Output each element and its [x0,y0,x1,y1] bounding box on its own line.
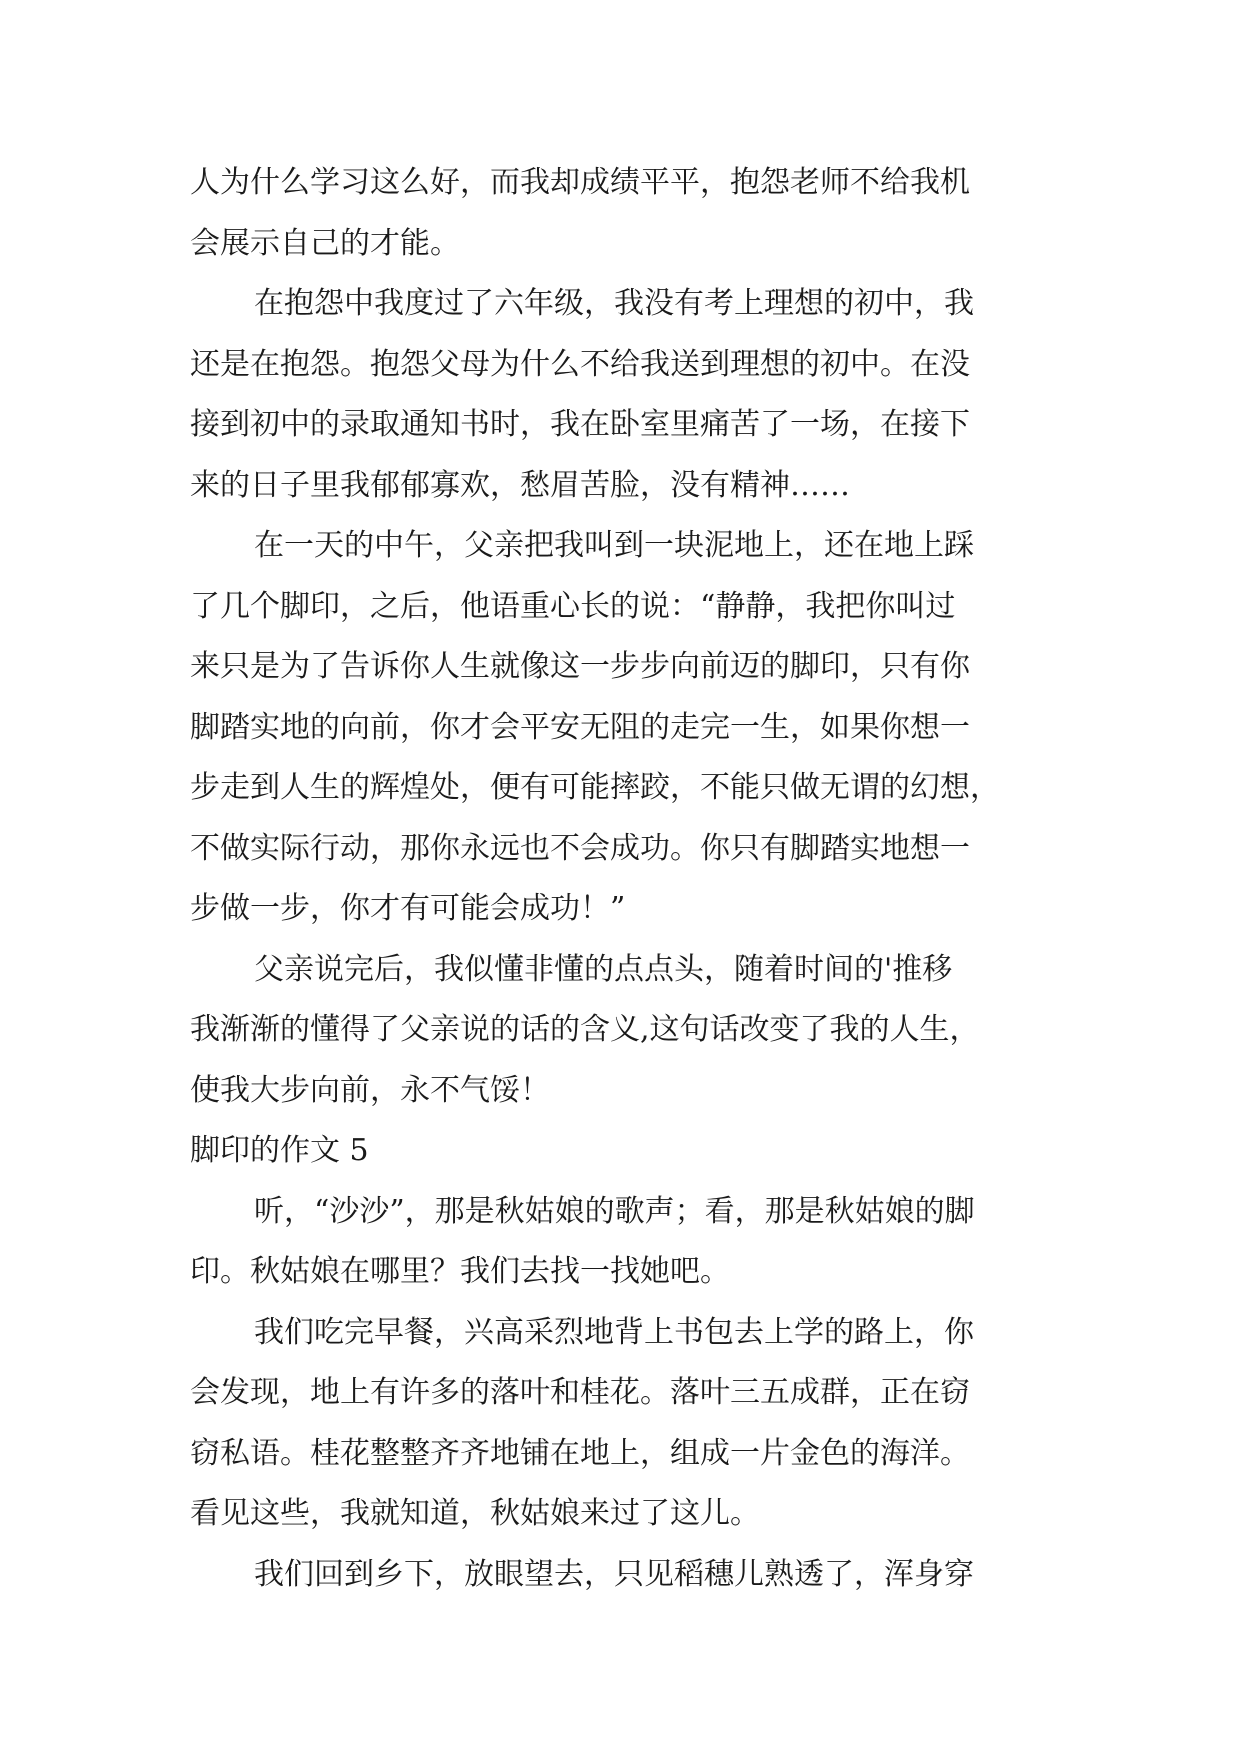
paragraph-start-line: 听，“沙沙”，那是秋姑娘的歌声；看，那是秋姑娘的脚 [254,1193,975,1229]
text-line: 会展示自己的才能。 [190,225,460,261]
paragraph-start-line: 我们吃完早餐，兴高采烈地背上书包去上学的路上，你 [254,1314,974,1350]
paragraph-start-line: 父亲说完后，我似懂非懂的点点头，随着时间的'推移 [254,951,953,987]
paragraph-start-line: 我们回到乡下，放眼望去，只见稻穗儿熟透了，浑身穿 [254,1556,974,1592]
text-line: 了几个脚印，之后，他语重心长的说：“静静，我把你叫过 [190,588,956,624]
document-body [190,153,1070,1605]
text-line: 我渐渐的懂得了父亲说的话的含义,这句话改变了我的人生， [190,1012,980,1047]
text-line: 来只是为了告诉你人生就像这一步步向前迈的脚印，只有你 [190,649,970,684]
section-heading: 脚印的作文 5 [190,1133,369,1168]
text-line: 脚踏实地的向前，你才会平安无阻的走完一生，如果你想一 [190,709,970,745]
text-line: 步走到人生的辉煌处，便有可能摔跤，不能只做无谓的幻想， [190,770,1000,805]
text-line: 会发现，地上有许多的落叶和桂花。落叶三五成群，正在窃 [190,1375,970,1410]
paragraph-start-line: 在抱怨中我度过了六年级，我没有考上理想的初中，我 [254,286,974,321]
text-line: 印。秋姑娘在哪里？我们去找一找她吧。 [190,1254,730,1289]
text-line: 使我大步向前，永不气馁！ [190,1072,550,1108]
text-line: 看见这些，我就知道，秋姑娘来过了这儿。 [190,1496,760,1531]
text-line: 来的日子里我郁郁寡欢，愁眉苦脸，没有精神…… [190,467,850,503]
text-line: 接到初中的录取通知书时，我在卧室里痛苦了一场，在接下 [190,407,970,442]
text-line: 窃私语。桂花整整齐齐地铺在地上，组成一片金色的海洋。 [190,1435,970,1471]
text-line: 步做一步，你才有可能会成功！” [190,891,626,926]
text-line: 不做实际行动，那你永远也不会成功。你只有脚踏实地想一 [190,830,970,866]
text-line: 人为什么学习这么好，而我却成绩平平，抱怨老师不给我机 [190,165,970,200]
paragraph-start-line: 在一天的中午，父亲把我叫到一块泥地上，还在地上踩 [254,528,974,563]
text-line: 还是在抱怨。抱怨父母为什么不给我送到理想的初中。在没 [190,346,970,382]
